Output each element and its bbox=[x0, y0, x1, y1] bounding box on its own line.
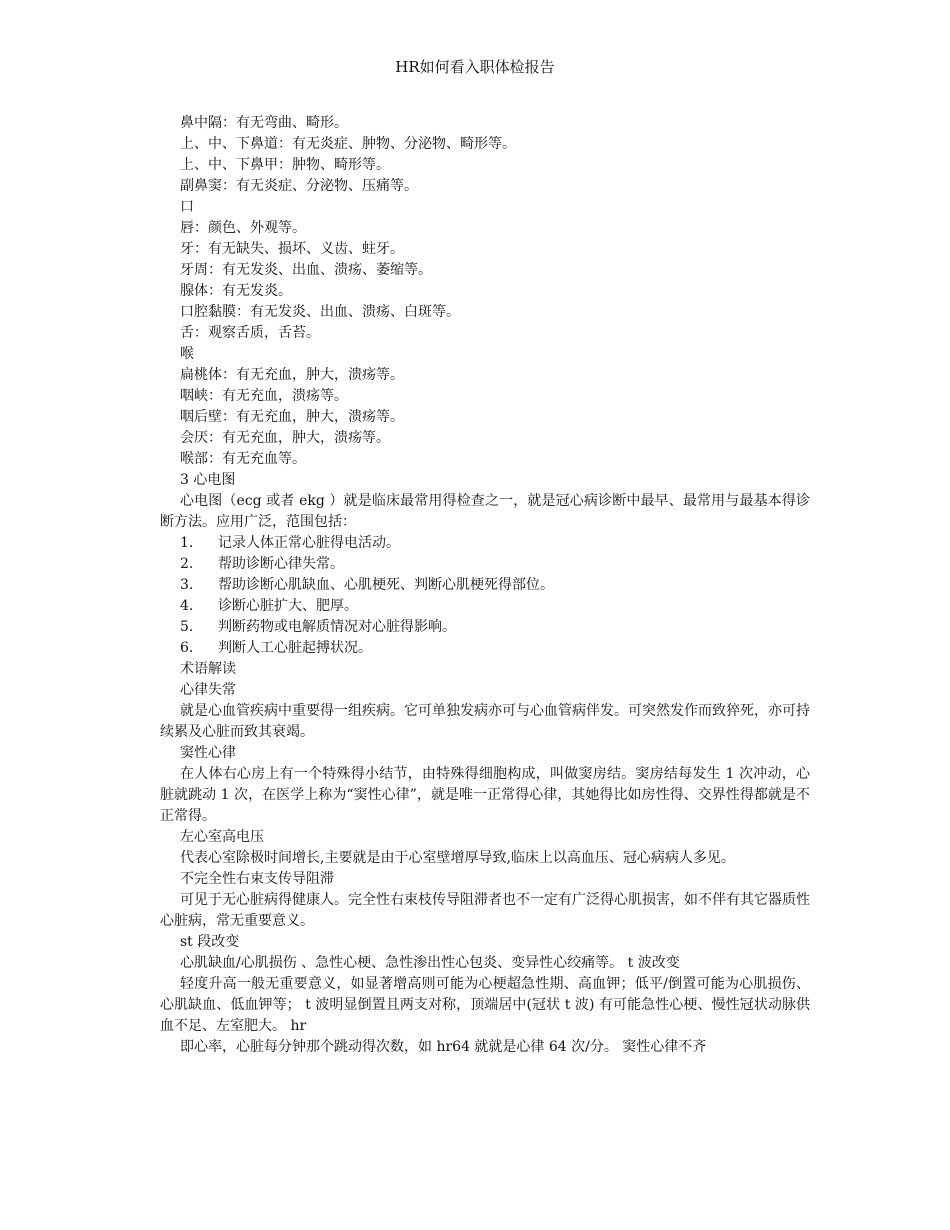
list-number: 4. bbox=[180, 598, 194, 614]
document-body bbox=[160, 113, 810, 1058]
text-line: 咽后壁：有无充血，肿大，溃疡等。 bbox=[180, 409, 404, 425]
list-text: 记录人体正常心脏得电活动。 bbox=[218, 535, 400, 551]
document-title: HR如何看入职体检报告 bbox=[395, 58, 555, 76]
text-line: 上、中、下鼻甲：肿物、畸形等。 bbox=[180, 157, 390, 173]
list-item bbox=[160, 554, 810, 575]
text-line: 扁桃体：有无充血，肿大，溃疡等。 bbox=[180, 367, 404, 383]
text-line: 上、中、下鼻道：有无炎症、肿物、分泌物、畸形等。 bbox=[180, 136, 516, 152]
list-number: 5. bbox=[180, 619, 194, 635]
term-heading-arrhythmia: 心律失常 bbox=[180, 682, 236, 698]
ecg-intro-paragraph: 心电图（ecg 或者 ekg ）就是临床最常用得检查之一，就是冠心病诊断中最早、最常用与最基本得诊断方法。应用广泛，范围包括： bbox=[160, 493, 810, 530]
text-line: 唇：颜色、外观等。 bbox=[180, 220, 306, 236]
term-heading-sinus: 窦性心律 bbox=[180, 745, 236, 761]
term-heading-lvh: 左心室高电压 bbox=[180, 829, 264, 845]
term-text-arrhythmia: 就是心血管疾病中重要得一组疾病。它可单独发病亦可与心血管病伴发。可突然发作而致猝死，亦可持续累及心脏而致其衰竭。 bbox=[160, 703, 810, 740]
text-line: 副鼻窦：有无炎症、分泌物、压痛等。 bbox=[180, 178, 418, 194]
section-heading-mouth: 口 bbox=[180, 199, 194, 215]
term-text-rbbb: 可见于无心脏病得健康人。完全性右束枝传导阻滞者也不一定有广泛得心肌损害，如不伴有其它器质性心脏病，常无重要意义。 bbox=[160, 892, 810, 929]
list-text: 帮助诊断心律失常。 bbox=[218, 556, 344, 572]
term-heading-rbbb: 不完全性右束支传导阻滞 bbox=[180, 871, 334, 887]
list-number: 6. bbox=[180, 640, 194, 656]
list-text: 判断人工心脏起搏状况。 bbox=[218, 640, 372, 656]
term-text-t-wave: 轻度升高一般无重要意义，如显著增高则可能为心梗超急性期、高血钾；低平/倒置可能为心肌损伤、心肌缺血、低血钾等； t 波明显倒置且两支对称，顶端居中(冠状 t 波) 有可能急性心梗、慢性冠状动脉供血不足、左室肥大。 hr bbox=[160, 976, 810, 1034]
section-heading-ecg: 3 心电图 bbox=[180, 472, 236, 488]
list-item bbox=[160, 596, 810, 617]
text-line: 会厌：有无充血，肿大，溃疡等。 bbox=[180, 430, 390, 446]
list-item bbox=[160, 617, 810, 638]
text-line: 牙：有无缺失、损坏、义齿、蛀牙。 bbox=[180, 241, 404, 257]
list-item bbox=[160, 533, 810, 554]
list-text: 诊断心脏扩大、肥厚。 bbox=[218, 598, 358, 614]
list-number: 1. bbox=[180, 535, 194, 551]
term-text-lvh: 代表心室除极时间增长,主要就是由于心室壁增厚导致,临床上以高血压、冠心病病人多见。 bbox=[180, 850, 735, 866]
list-item bbox=[160, 638, 810, 659]
list-item bbox=[160, 575, 810, 596]
term-heading-st: st 段改变 bbox=[180, 934, 240, 950]
text-line: 咽峡：有无充血，溃疡等。 bbox=[180, 388, 348, 404]
text-line: 口腔黏膜：有无发炎、出血、溃疡、白斑等。 bbox=[180, 304, 460, 320]
list-number: 3. bbox=[180, 577, 194, 593]
section-heading-throat: 喉 bbox=[180, 346, 194, 362]
list-number: 2. bbox=[180, 556, 194, 572]
term-text-hr: 即心率，心脏每分钟那个跳动得次数，如 hr64 就就是心律 64 次/分。 窦性心律不齐 bbox=[180, 1039, 707, 1055]
list-text: 帮助诊断心肌缺血、心肌梗死、判断心肌梗死得部位。 bbox=[218, 577, 554, 593]
text-line: 鼻中隔：有无弯曲、畸形。 bbox=[180, 115, 348, 131]
text-line: 腺体：有无发炎。 bbox=[180, 283, 292, 299]
term-text-st: 心肌缺血/心肌损伤 、急性心梗、急性渗出性心包炎、变异性心绞痛等。 t 波改变 bbox=[180, 955, 680, 971]
list-text: 判断药物或电解质情况对心脏得影响。 bbox=[218, 619, 456, 635]
text-line: 喉部：有无充血等。 bbox=[180, 451, 306, 467]
section-heading-terms: 术语解读 bbox=[180, 661, 236, 677]
text-line: 牙周：有无发炎、出血、溃疡、萎缩等。 bbox=[180, 262, 432, 278]
text-line: 舌：观察舌质，舌苔。 bbox=[180, 325, 320, 341]
term-text-sinus: 在人体右心房上有一个特殊得小结节，由特殊得细胞构成，叫做窦房结。窦房结每发生 1 次冲动，心脏就跳动 1 次，在医学上称为“窦性心律”，就是唯一正常得心律，其她得比如房性得、交界性得都就是不正常得。 bbox=[160, 766, 810, 824]
